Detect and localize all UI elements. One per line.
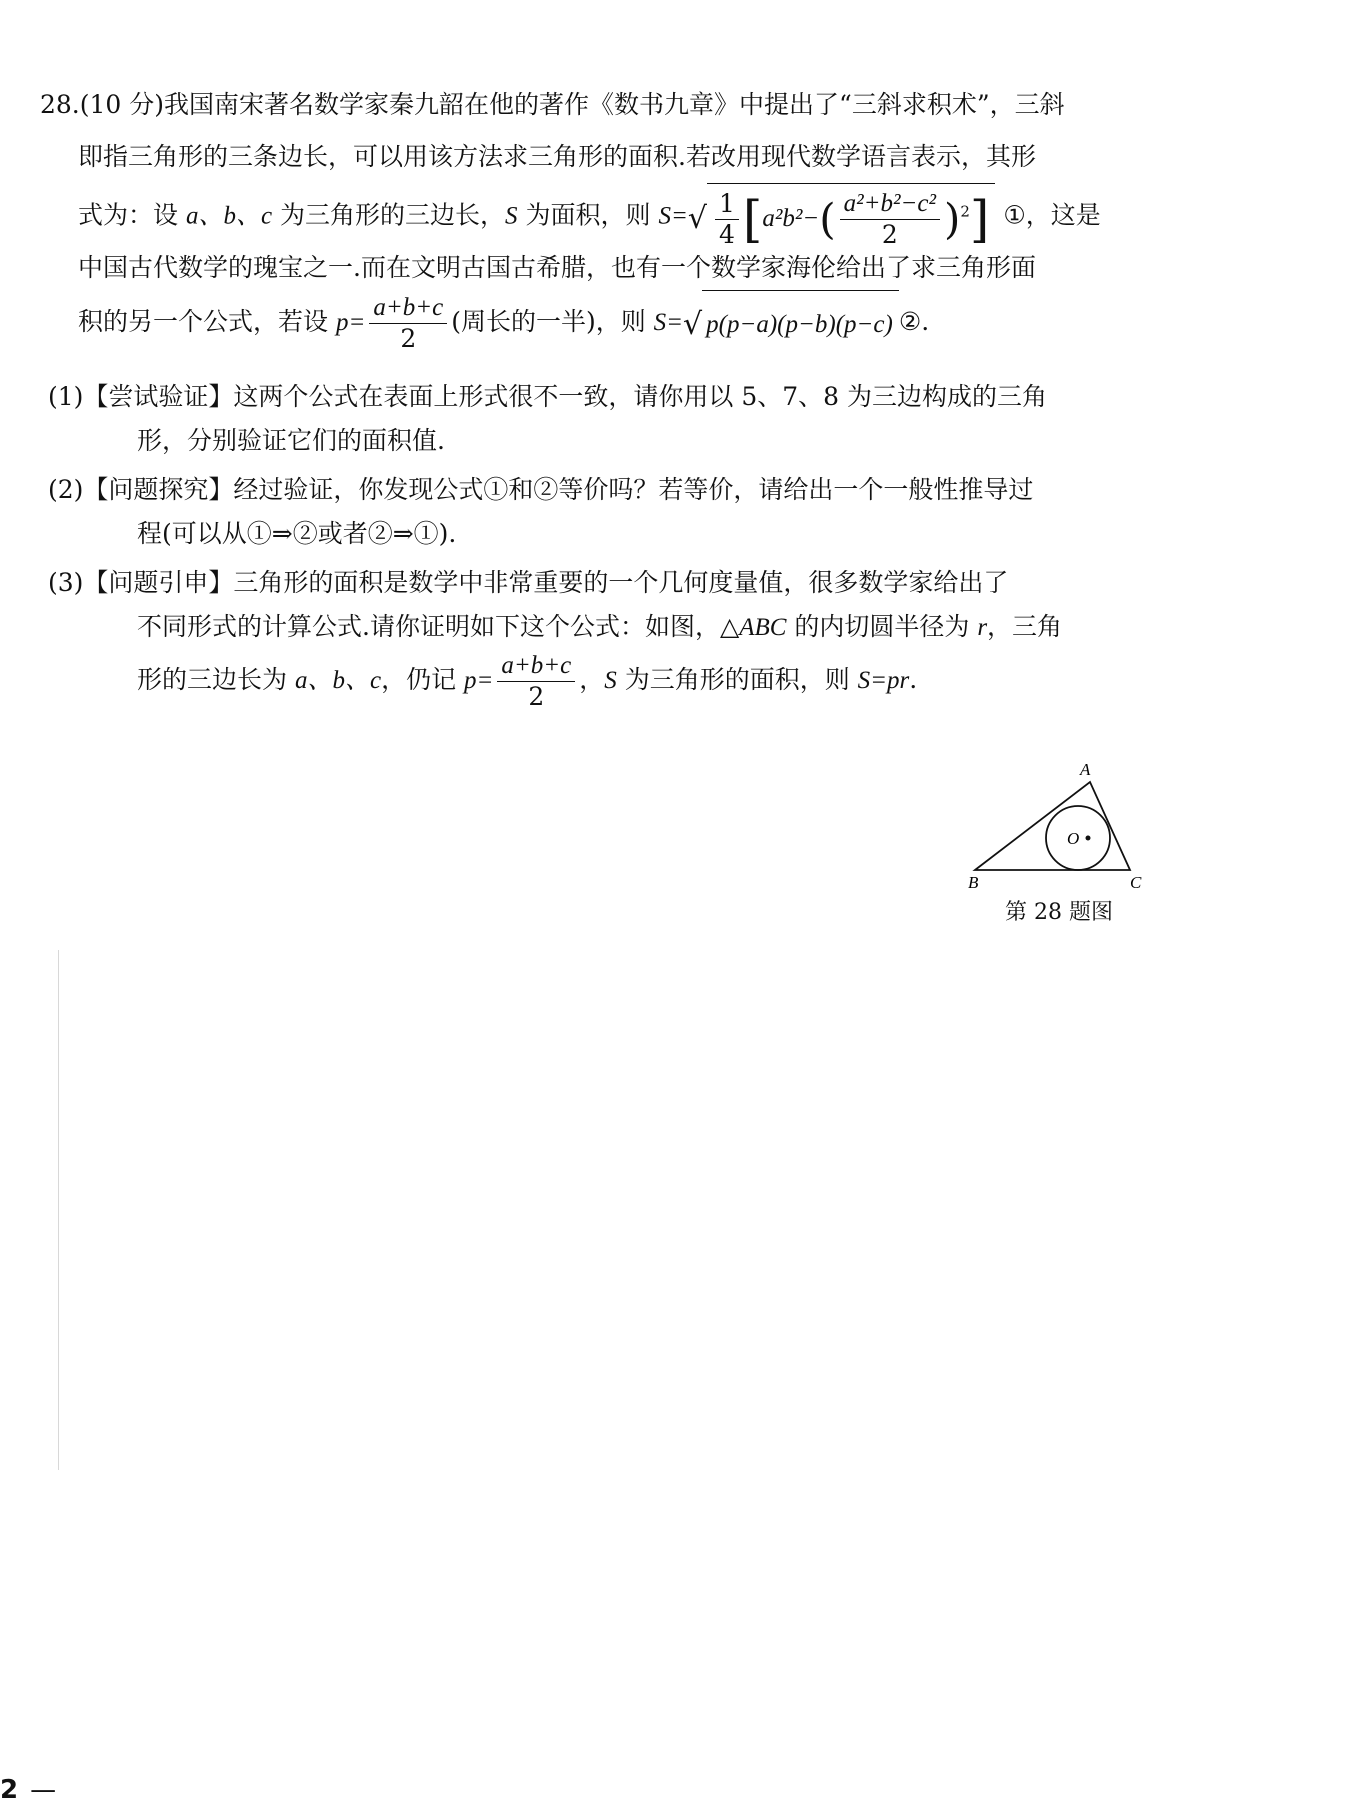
var-abc: a、b、c (294, 667, 382, 694)
figure-caption: 第 28 题图 (1005, 900, 1113, 925)
problem-line-5 (78, 290, 929, 357)
sqrt-radicand (707, 183, 995, 251)
item-3-line-3 (137, 648, 917, 713)
numerator: a²+b²−c² (840, 189, 940, 220)
item-3-line-1 (48, 563, 1008, 603)
item-text: (1)【尝试验证】这两个公式在表面上形式很不一致，请你用以 5、7、8 为三边构成的三角 (48, 382, 1048, 411)
var-S: S (505, 202, 518, 230)
item-text: ， (579, 665, 605, 694)
fraction-half-perimeter (497, 651, 575, 712)
fraction-quarter (715, 189, 739, 250)
item-text: 的内切圆半径为 (786, 612, 978, 641)
formula-S-eq: S= (658, 202, 688, 230)
margin-rule (58, 950, 59, 1470)
item-2-line-1 (48, 470, 1033, 510)
text-segment: (周长的一半)，则 (451, 307, 646, 336)
text-segment: ②. (898, 307, 930, 336)
page-number-dash: — (30, 1775, 57, 1805)
item-1-line-2 (137, 421, 445, 461)
item-text: 不同形式的计算公式.请你证明如下这个公式：如图，△ (137, 612, 740, 641)
problem-text-1: 我国南宋著名数学家秦九韶在他的著作《数书九章》中提出了“三斜求积术”，三斜 (164, 90, 1065, 119)
problem-text-2: 即指三角形的三条边长，可以用该方法求三角形的面积.若改用现代数学语言表示，其形 (78, 142, 1036, 171)
item-text: ，三角 (987, 612, 1063, 641)
fraction-half-perimeter (369, 293, 447, 354)
problem-text-4: 中国古代数学的瑰宝之一.而在文明古国古希腊，也有一个数学家海伦给出了求三角形面 (78, 253, 1036, 282)
item-text: 形的三边长为 (137, 665, 295, 694)
right-bracket: ] (969, 190, 990, 249)
item-text: (2)【问题探究】经过验证，你发现公式①和②等价吗？若等价，请给出一个一般性推导过 (48, 475, 1034, 504)
formula-1-sqrt (688, 183, 996, 251)
text-segment: 为三角形的三边长， (280, 200, 506, 230)
left-bracket: [ (742, 190, 763, 249)
item-1-line-1 (48, 377, 1047, 417)
text-segment: 式为：设 (78, 200, 179, 230)
numerator: a+b+c (369, 293, 447, 324)
text-segment: ①，这是 (1003, 200, 1101, 230)
sqrt-sign: √ (683, 307, 703, 342)
item-text: 为三角形的面积，则 (616, 665, 858, 694)
item-text: . (909, 665, 918, 694)
item-text: 形，分别验证它们的面积值. (137, 426, 445, 455)
formula-S-pr: S=pr (857, 667, 910, 694)
heron-radicand: p(p−a)(p−b)(p−c) (702, 290, 899, 357)
text-segment: 积的另一个公式，若设 (78, 307, 329, 336)
label-c: C (1130, 873, 1142, 892)
formula-p-eq: p= (464, 667, 494, 694)
problem-line-1 (40, 85, 1065, 125)
problem-score: (10 分) (79, 90, 165, 119)
formula-S-eq: S= (653, 309, 684, 336)
problem-line-4 (78, 248, 1036, 288)
label-a: A (1080, 760, 1091, 779)
item-text: 程(可以从①⇒②或者②⇒①). (137, 519, 457, 548)
center-point-o (1086, 836, 1091, 841)
denominator: 2 (881, 220, 898, 249)
denominator: 2 (528, 682, 545, 711)
denominator: 4 (718, 220, 735, 249)
numerator: 1 (715, 189, 739, 220)
item-3-line-2 (137, 607, 1062, 648)
numerator: a+b+c (497, 651, 575, 682)
label-b: B (968, 873, 979, 892)
exponent-2: 2 (960, 202, 970, 221)
problem-number: 28. (40, 90, 80, 119)
var-r: r (977, 614, 988, 641)
problem-line-2 (78, 137, 1036, 177)
label-o: O (1067, 829, 1080, 848)
term-a2b2: a²b²− (762, 205, 820, 232)
right-paren: ) (943, 194, 961, 244)
page-number-value: 2 (0, 1775, 19, 1805)
sqrt-sign: √ (687, 201, 707, 236)
denominator: 2 (400, 324, 417, 353)
item-text: ，仍记 (381, 665, 465, 694)
item-2-line-2 (137, 514, 456, 554)
page-number (0, 1775, 56, 1805)
var-ABC: ABC (739, 614, 787, 641)
item-text: (3)【问题引申】三角形的面积是数学中非常重要的一个几何度量值，很多数学家给出了 (48, 568, 1009, 597)
formula-p-eq: p= (335, 309, 366, 336)
text-segment: 为面积，则 (525, 200, 651, 230)
problem-line-3 (78, 183, 1101, 251)
fraction-cosine (840, 189, 940, 250)
var-abc: a、b、c (185, 202, 273, 230)
formula-2-sqrt (683, 290, 899, 357)
var-S: S (604, 667, 617, 694)
left-paren: ( (819, 194, 836, 244)
